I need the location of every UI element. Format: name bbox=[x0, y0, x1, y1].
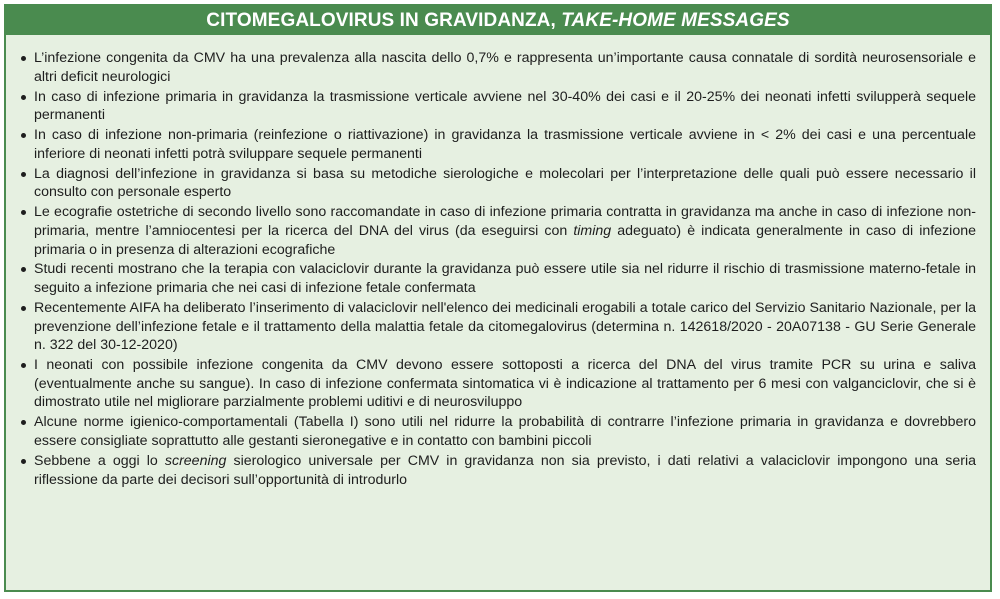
list-item-text: sierologico universale per CMV in gravidanza non sia previsto, i dati relativi a valaciclovir impongono una seria riflessione da parte dei decisori sull’opportunità di introdurlo bbox=[34, 452, 976, 488]
list-item bbox=[34, 452, 976, 489]
list-item-text: Le ecografie ostetriche di secondo livello sono raccomandate in caso di infezione primaria contratta in gravidanza ma anche in caso di infezione non-primaria, mentre l’amniocentesi per la ricerca del DNA del virus (da eseguirsi con bbox=[34, 204, 976, 239]
list-item bbox=[34, 299, 976, 355]
list-item bbox=[34, 203, 976, 259]
list-item-text: Alcune norme igienico-comportamentali (Tabella I) sono utili nel ridurre la probabilità di contrarre l’infezione primaria in gravidanza e dovrebbero essere consigliate soprattutto alle gestanti sieronegative e in contatto con bambini piccoli bbox=[34, 414, 976, 449]
take-home-messages-box bbox=[4, 4, 992, 592]
list-item-text: In caso di infezione primaria in gravidanza la trasmissione verticale avviene nel 30-40% dei casi e il 20-25% dei neonati infetti svilupperà sequele permanenti bbox=[34, 88, 976, 124]
list-item-text: L’infezione congenita da CMV ha una prevalenza alla nascita dello 0,7% e rappresenta un’importante causa connatale di sordità neurosensoriale e altri deficit neurologici bbox=[34, 50, 976, 85]
box-title-main: CITOMEGALOVIRUS IN GRAVIDANZA, bbox=[206, 10, 562, 31]
list-item-text: Sebbene a oggi lo bbox=[34, 452, 165, 469]
list-item-text: Recentemente AIFA ha deliberato l’inserimento di valaciclovir nell'elenco dei medicinali erogabili a totale carico del Servizio Sanitario Nazionale, per la prevenzione dell’infezione fetale e il trattamento della malattia fetale da citomegalovirus (determina n. 142618/2020 - 20A07138 - GU Serie Generale n. 322 del 30-12-2020) bbox=[34, 300, 976, 354]
list-item bbox=[34, 413, 976, 450]
list-item bbox=[34, 260, 976, 297]
list-item bbox=[34, 49, 976, 86]
list-item bbox=[34, 88, 976, 125]
list-item-italic-term: timing bbox=[573, 222, 612, 239]
list-item-text: La diagnosi dell’infezione in gravidanza si basa su metodiche sierologiche e molecolari per l’interpretazione delle quali può essere necessario il consulto con personale esperto bbox=[34, 165, 976, 201]
list-item bbox=[34, 165, 976, 202]
box-title bbox=[6, 6, 990, 35]
box-title-italic: TAKE-HOME MESSAGES bbox=[561, 10, 790, 31]
list-item bbox=[34, 356, 976, 412]
list-item-italic-term: screening bbox=[164, 452, 227, 469]
list-item-text: In caso di infezione non-primaria (reinfezione o riattivazione) in gravidanza la trasmissione verticale avviene in < 2% dei casi e una percentuale inferiore di neonati infetti potrà sviluppare sequele permanenti bbox=[34, 127, 976, 162]
list-item-text: Studi recenti mostrano che la terapia con valaciclovir durante la gravidanza può essere utile sia nel ridurre il rischio di trasmissione materno-fetale in seguito a infezione primaria che nei casi di infezione fetale confermata bbox=[34, 261, 976, 297]
list-item bbox=[34, 126, 976, 163]
list-item-text: adeguato) è indicata generalmente in caso di infezione primaria o in presenza di alterazioni ecografiche bbox=[34, 222, 976, 258]
list-item-text: I neonati con possibile infezione congenita da CMV devono essere sottoposti a ricerca del DNA del virus tramite PCR su urina e saliva (eventualmente anche su sangue). In caso di infezione confermata sintomatica vi è indicazione al trattamento per 6 mesi con valganciclovir, che si è dimostrato utile nel migliorare parzialmente problemi uditivi e di neurosviluppo bbox=[34, 357, 976, 411]
messages-list bbox=[6, 35, 990, 489]
